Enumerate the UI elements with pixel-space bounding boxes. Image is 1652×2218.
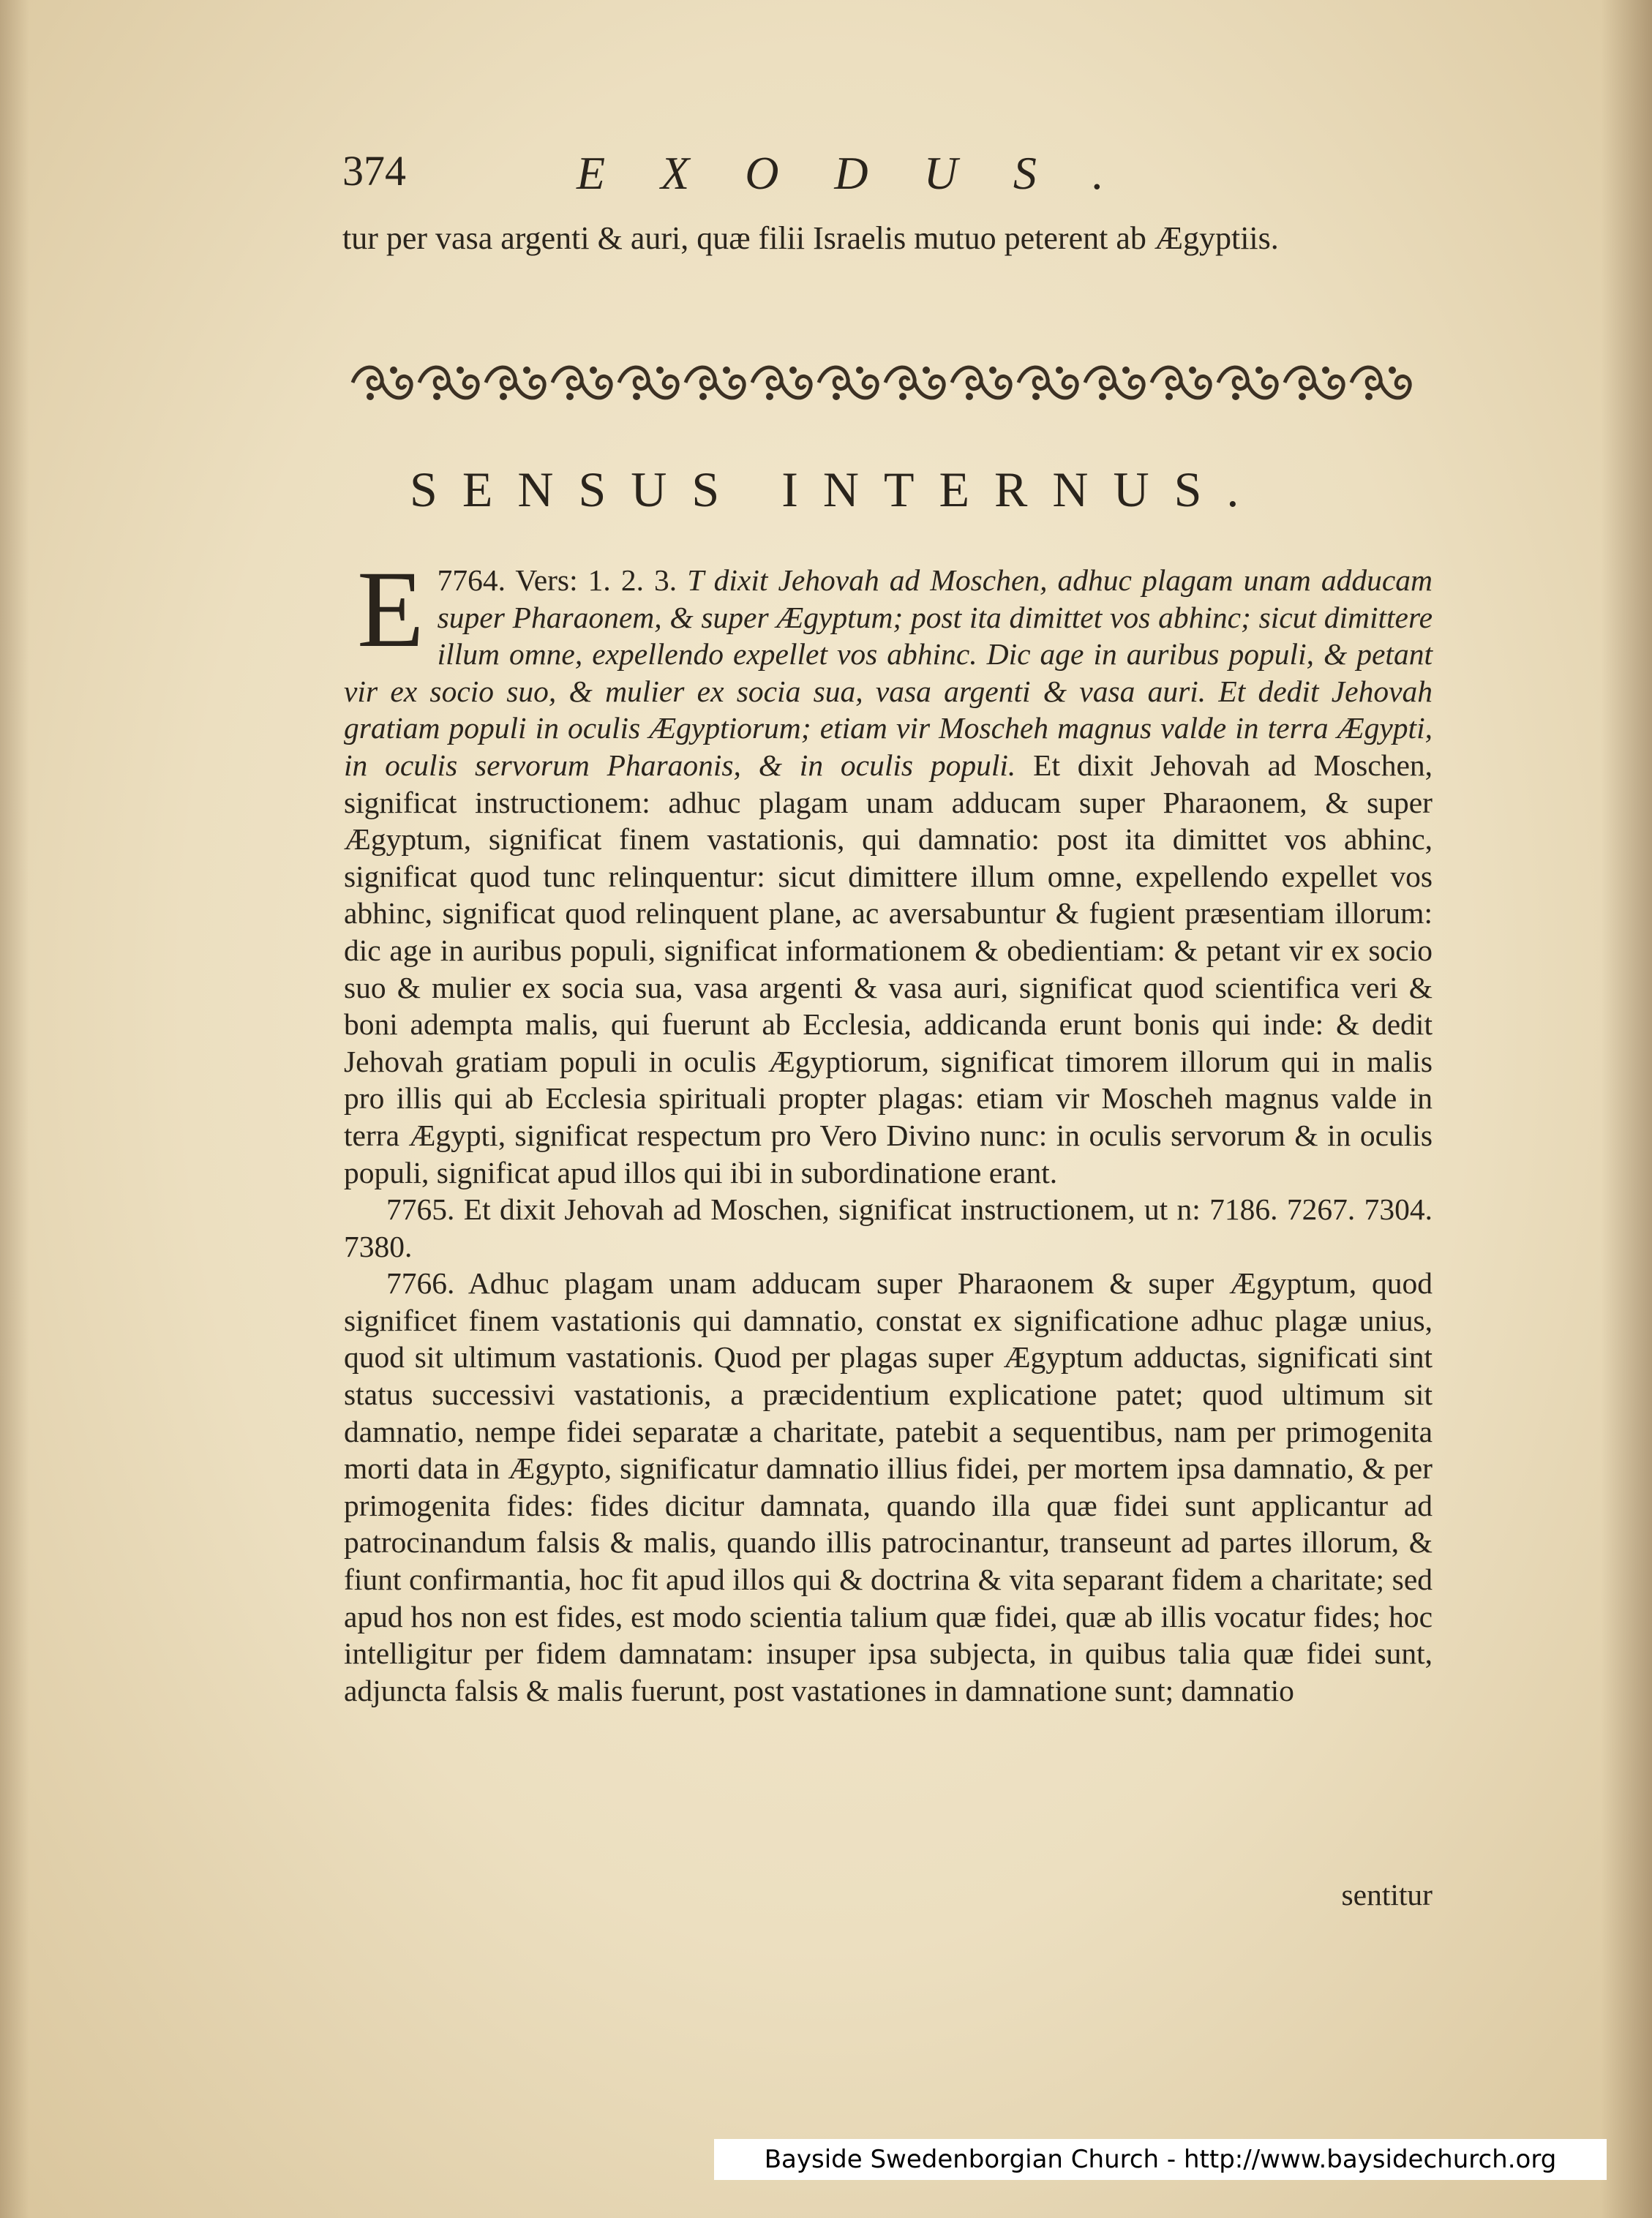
page-shadow-left xyxy=(0,0,29,2218)
carry-over-text: tur per vasa argenti & auri, quæ filii Israelis mutuo peterent ab Ægyptiis. xyxy=(342,220,1279,256)
ornament-scroll xyxy=(752,366,811,400)
section-title: SENSUS INTERNUS. xyxy=(410,462,1264,517)
ornament-scroll xyxy=(419,366,478,400)
ornament-scroll xyxy=(819,366,877,400)
body-text xyxy=(344,549,1433,1709)
ornament-scroll xyxy=(1218,366,1277,400)
ornament-scroll xyxy=(885,366,944,400)
drop-cap: E xyxy=(357,549,424,670)
ornament-scroll xyxy=(552,366,611,400)
ornament-scroll xyxy=(952,366,1010,400)
page-shadow-right xyxy=(1601,0,1652,2218)
page-number: 374 xyxy=(342,147,406,195)
ornament-scroll xyxy=(1285,366,1343,400)
running-head: EXODUS. xyxy=(577,147,1160,199)
source-watermark: Bayside Swedenborgian Church - http://www.baysidechurch.org xyxy=(714,2139,1607,2180)
verse-number: 7764. Vers: 1. 2. 3. xyxy=(437,563,677,597)
ornament-scroll xyxy=(1351,366,1410,400)
floral-ornament-icon xyxy=(344,357,1418,408)
ornament-scroll xyxy=(1085,366,1144,400)
paragraph-7764 xyxy=(344,549,1433,1191)
paragraph-7766: 7766. Adhuc plagam unam adducam super Pharaonem & super Ægyptum, quod significet finem vastationis qui damnatio, constat ex significatione adhuc plagæ unius, quod sit ultimum vastationis. Quod per plagas super Ægyptum adductas, significati sint status successivi vastationis, a præcidentium explicatione patet; quod ultimum sit damnatio, nempe fidei separatæ a charitate, patebit a sequentibus, nam per primogenita morti data in Ægypto, significatur damnatio illius fidei, per mortem ipsa damnatio, & per primogenita fides: fides dicitur damnata, quando illa quæ fidei sunt applicantur ad patrocinandum falsis & malis, quando illis patrocinantur, transeunt ad partes illorum, & fiunt confirmantia, hoc fit apud illos qui & doctrina & vita separant fidem a charitate; sed apud hos non est fides, est modo scientia talium quæ fidei, quæ ab illis vocatur fides; hoc intelligitur per fidem damnatam: insuper ipsa subjecta, in quibus talia quæ fidei sunt, adjuncta falsis & malis fuerunt, post vastationes in damnatione sunt; damnatio xyxy=(344,1266,1433,1707)
catchword: sentitur xyxy=(1341,1878,1433,1911)
ornament-scroll xyxy=(619,366,677,400)
commentary-text: Et dixit Jehovah ad Moschen, significat instructionem: adhuc plagam unam adducam super Pharaonem, & super Ægyptum, significat finem vastationis, qui damnatio: post ita dimittet vos abhinc, significat quod tunc relinquentur: sicut dimittere illum omne, expellendo expellet vos abhinc, significat quod relinquent plane, ac aversabuntur & fugient præsentiam illorum: dic age in auribus populi, significat informationem & obedientiam: & petant vir ex socio suo & mulier ex socia sua, vasa argenti & vasa auri, significat quod scientifica veri & boni adempta malis, qui fuerunt ab Ecclesia, addicanda erunt bonis qui inde: & dedit Jehovah gratiam populi in oculis Ægyptiorum, significat timorem illorum qui in malis pro illis qui ab Ecclesia spirituali propter plagas: etiam vir Moscheh magnus valde in terra Ægypti, significat respectum pro Vero Divino nunc: in oculis servorum & in oculis populi, significat apud illos qui ibi in subordinatione erant. xyxy=(344,748,1433,1189)
ornament-scroll xyxy=(486,366,544,400)
ornament-scroll xyxy=(1018,366,1077,400)
ornament-scroll xyxy=(686,366,744,400)
ornament-scroll xyxy=(353,366,411,400)
ornament-scroll xyxy=(1152,366,1210,400)
page-header xyxy=(342,146,1433,198)
paragraph-7765: 7765. Et dixit Jehovah ad Moschen, significat instructionem, ut n: 7186. 7267. 7304. 7380. xyxy=(344,1192,1433,1263)
scripture-quote: T dixit Jehovah ad Moschen, adhuc plagam unam adducam super Pharaonem, & super Ægyptum; post ita dimittet vos abhinc; sicut dimittere illum omne, expellendo expellet vos abhinc. Dic age in auribus populi, & petant vir ex socio suo, & mulier ex socia sua, vasa argenti & vasa auri. Et dedit Jehovah gratiam populi in oculis Ægyptiorum; etiam vir Moscheh magnus valde in terra Ægypti, in oculis servorum Pharaonis, & in oculis populi. xyxy=(344,563,1433,782)
